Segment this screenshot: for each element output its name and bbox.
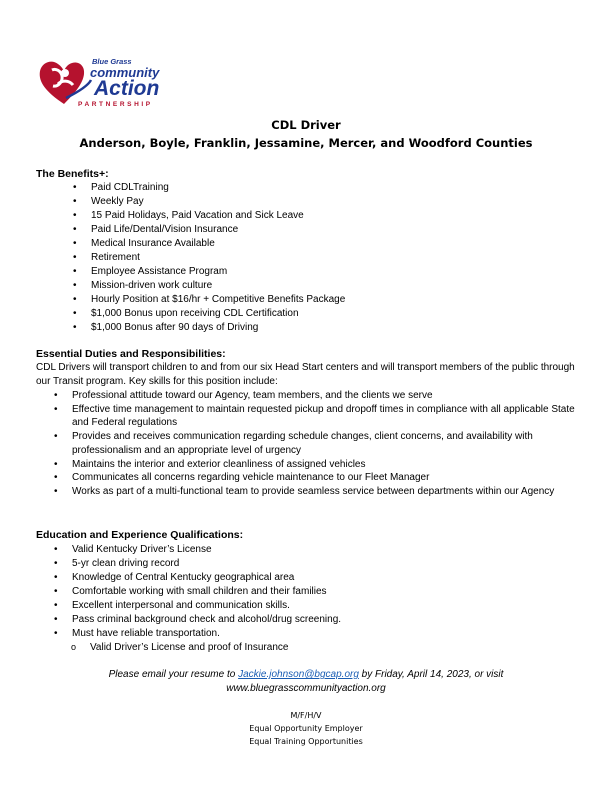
footer-eoe: Equal Opportunity Employer [249,724,363,733]
job-title: CDL Driver [271,118,341,132]
list-item: • Valid Kentucky Driver’s License [54,543,554,557]
list-item: • Medical Insurance Available [73,237,573,251]
list-item: • 15 Paid Holidays, Paid Vacation and Sick Leave [73,209,573,223]
list-item: • Paid CDLTraining [73,181,573,195]
list-item: • Weekly Pay [73,195,573,209]
website-link[interactable]: www.bluegrasscommunityaction.org [226,682,386,694]
contact-suffix: by Friday, April 14, 2023, or visit [358,669,504,680]
list-item: • Paid Life/Dental/Vision Insurance [73,223,573,237]
qualifications-heading: Education and Experience Qualifications: [36,529,244,541]
footer [0,709,612,748]
list-item: • 5-yr clean driving record [54,557,554,571]
contact-prefix: Please email your resume to [108,669,239,680]
duties-heading: Essential Duties and Responsibilities: [36,348,226,360]
qualifications-sub-item: o Valid Driver’s License and proof of Insurance [54,641,554,655]
list-item: • Maintains the interior and exterior cleanliness of assigned vehicles [54,458,578,472]
contact-instructions [0,668,612,695]
list-item: • Excellent interpersonal and communication skills. [54,599,554,613]
logo-text-community: community [90,65,160,80]
list-item: • Professional attitude toward our Agency, team members, and the clients we serve [54,389,578,403]
footer-mfhv: M/F/H/V [290,711,322,720]
footer-eto: Equal Training Opportunities [249,737,363,746]
list-item: • $1,000 Bonus after 90 days of Driving [73,321,573,335]
logo-text-partnership: PARTNERSHIP [78,101,153,108]
list-item: • Hourly Position at $16/hr + Competitive Benefits Package [73,293,573,307]
list-item: • Provides and receives communication regarding schedule changes, client concerns, and availability with professionalism and an appropriate level of urgency [54,430,578,457]
list-item: • Effective time management to maintain requested pickup and dropoff times in compliance with all applicable State and Federal regulations [54,403,578,430]
job-counties: Anderson, Boyle, Franklin, Jessamine, Mercer, and Woodford Counties [79,136,533,150]
logo-text-bluegrass: Blue Grass [92,57,132,66]
logo-text-action: Action [94,77,160,100]
organization-logo [36,54,176,114]
qualifications-list [54,543,554,655]
benefits-list [73,181,573,335]
duties-list [54,389,578,499]
list-item: • Employee Assistance Program [73,265,573,279]
list-item: • Knowledge of Central Kentucky geographical area [54,571,554,585]
list-item: • Communicates all concerns regarding vehicle maintenance to our Fleet Manager [54,471,578,485]
list-item: • Comfortable working with small children and their families [54,585,554,599]
list-item: • Mission-driven work culture [73,279,573,293]
email-link[interactable]: Jackie.johnson@bgcap.org [238,669,359,680]
list-item: • Works as part of a multi-functional team to provide seamless service between departments within our Agency [54,485,578,499]
list-item: • $1,000 Bonus upon receiving CDL Certification [73,307,573,321]
duties-intro: CDL Drivers will transport children to and from our six Head Start centers and will transport members of the public through our Transit program. Key skills for this position include: [36,362,575,387]
list-item: • Pass criminal background check and alcohol/drug screening. [54,613,554,627]
benefits-heading: The Benefits+: [36,168,109,180]
list-item: • Retirement [73,251,573,265]
list-item: • Must have reliable transportation. [54,627,554,641]
